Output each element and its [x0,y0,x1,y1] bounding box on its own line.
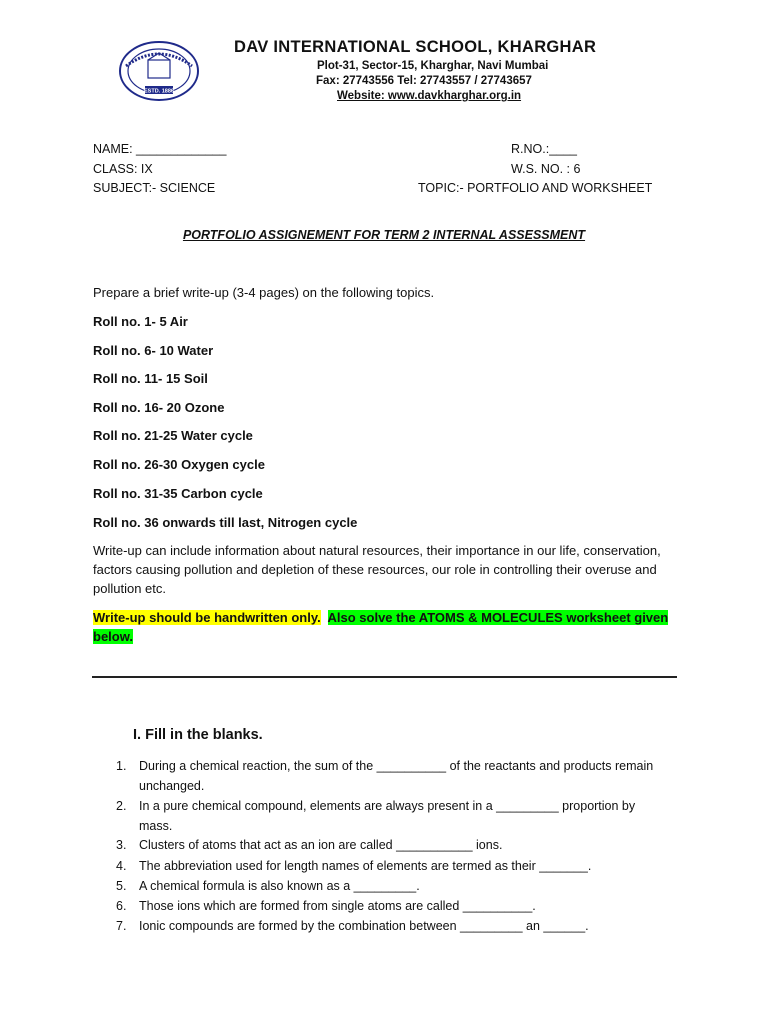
worksheet-note: Also solve the ATOMS & MOLECULES worksheet given below. [93,610,669,644]
question-text: During a chemical reaction, the sum of the __________ of the reactants and products remain unchanged. [139,759,654,793]
school-contact: Fax: 27743556 Tel: 27743557 / 27743657 [316,75,532,87]
intro-text: Prepare a brief write-up (3-4 pages) on the following topics. [93,285,435,300]
roll-item: Roll no. 31-35 Carbon cycle [93,486,263,501]
roll-item: Roll no. 21-25 Water cycle [93,428,253,443]
question-number: 7. [116,919,127,933]
name-field: NAME: _____________ [93,142,227,156]
question-text: In a pure chemical compound, elements are always present in a _________ proportion by mass. [139,799,636,833]
question-number: 6. [116,899,127,913]
class-label: CLASS: IX [93,162,153,176]
svg-text:ESTD. 1886: ESTD. 1886 [144,88,174,95]
roll-item: Roll no. 16- 20 Ozone [93,400,225,415]
school-address: Plot-31, Sector-15, Kharghar, Navi Mumbai [317,60,549,72]
section-divider [92,676,677,678]
roll-item: Roll no. 6- 10 Water [93,343,214,358]
question-text: Ionic compounds are formed by the combination between _________ an ______. [139,919,589,933]
worksheet-number: W.S. NO. : 6 [511,162,581,176]
section-title: I. Fill in the blanks. [133,727,263,743]
roll-item: Roll no. 26-30 Oxygen cycle [93,457,265,472]
school-website-link[interactable]: Website: www.davkharghar.org.in [337,90,522,102]
description-paragraph: Write-up can include information about natural resources, their importance in our life, conservation, factors causing pollution and depletion of these resources, our role in controlling their overuse and pollution etc. [93,543,661,596]
question-number: 5. [116,879,127,893]
question-text: A chemical formula is also known as a _________. [139,879,420,893]
roll-item: Roll no. 11- 15 Soil [93,371,208,386]
question-number: 2. [116,799,127,813]
school-name: DAV INTERNATIONAL SCHOOL, KHARGHAR [234,38,597,56]
highlighted-instructions [93,608,673,646]
question-text: Those ions which are formed from single atoms are called __________. [139,899,536,913]
assignment-title: PORTFOLIO ASSIGNEMENT FOR TERM 2 INTERNAL ASSESSMENT [182,228,586,242]
question-number: 3. [116,838,127,852]
topic-label: TOPIC:- PORTFOLIO AND WORKSHEET [418,181,653,195]
question-number: 1. [116,759,127,773]
subject-label: SUBJECT:- SCIENCE [93,181,216,195]
handwritten-note: Write-up should be handwritten only. [93,610,321,625]
question-text: The abbreviation used for length names of elements are termed as their _______. [139,859,592,873]
roll-item: Roll no. 1- 5 Air [93,314,188,329]
question-text: Clusters of atoms that act as an ion are called ___________ ions. [139,838,503,852]
roll-number-field: R.NO.:____ [511,142,578,156]
question-number: 4. [116,859,127,873]
school-logo [118,40,200,102]
roll-item: Roll no. 36 onwards till last, Nitrogen cycle [93,515,358,530]
